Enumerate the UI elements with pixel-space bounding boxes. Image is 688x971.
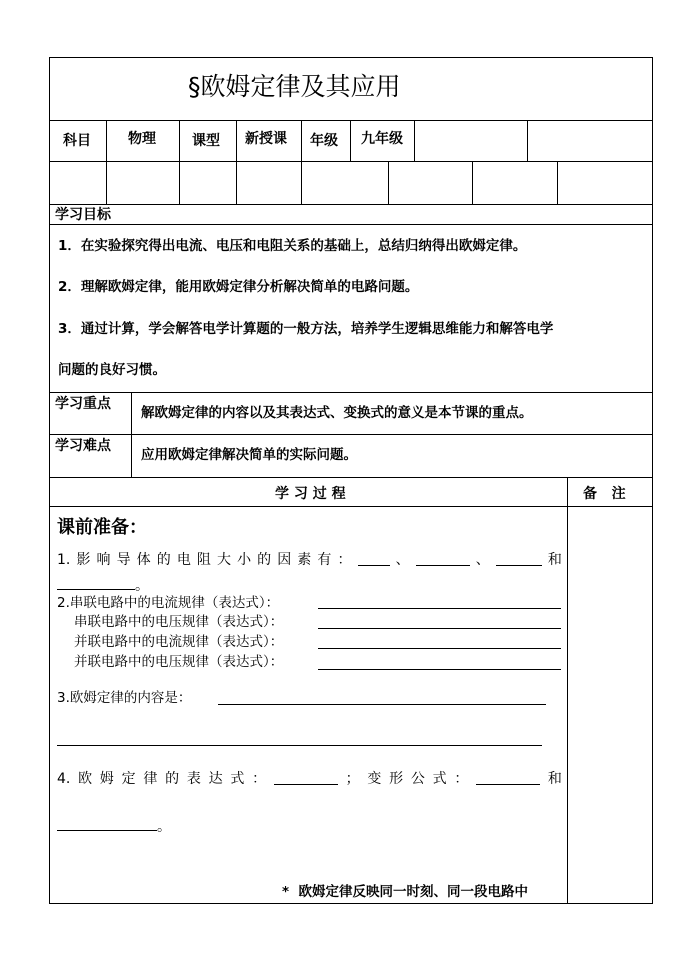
objective-item: 2．理解欧姆定律，能用欧姆定律分析解决简单的电路问题。 xyxy=(58,279,419,295)
answer-blank[interactable] xyxy=(218,704,546,705)
question-2-line xyxy=(74,613,283,631)
q1-char: 响 xyxy=(96,552,111,568)
table-divider xyxy=(301,120,302,161)
q4-char: 4. xyxy=(57,771,71,787)
objective-item: 1．在实验探究得出电流、电压和电阻关系的基础上，总结归纳得出欧姆定律。 xyxy=(58,238,527,254)
q1-char: 有 xyxy=(317,552,332,568)
q4-end: 。 xyxy=(157,819,171,835)
objective-item: 3．通过计算，学会解答电学计算题的一般方法，培养学生逻辑思维能力和解答电学 xyxy=(58,321,554,337)
notes-header: 备 注 xyxy=(583,486,626,502)
table-divider xyxy=(49,204,653,205)
objective-item: 问题的良好习惯。 xyxy=(58,362,166,378)
objectives-heading: 学习目标 xyxy=(55,207,111,223)
q4-char: 变 xyxy=(367,771,382,787)
q1-separator: 、 xyxy=(475,552,490,568)
q1-char: 大 xyxy=(216,552,231,568)
table-divider xyxy=(131,392,132,477)
q2-text: 2.串联电路中的电流规律（表达式）： xyxy=(57,595,280,611)
page-title: §欧姆定律及其应用 xyxy=(188,72,401,101)
q4-char: ： xyxy=(454,771,469,787)
table-divider xyxy=(179,161,180,204)
q1-separator: 、 xyxy=(395,552,410,568)
table-divider xyxy=(388,161,389,204)
q4-char: 律 xyxy=(143,771,158,787)
table-divider xyxy=(179,120,180,161)
q4-char: 式 xyxy=(432,771,447,787)
q1-char: 影 xyxy=(76,552,91,568)
grade-value: 九年级 xyxy=(361,131,403,147)
table-divider xyxy=(49,477,653,478)
table-divider xyxy=(527,120,528,161)
table-border xyxy=(49,57,50,904)
table-divider xyxy=(106,120,107,161)
key-point-text: 解欧姆定律的内容以及其表达式、变换式的意义是本节课的重点。 xyxy=(141,405,533,421)
table-divider xyxy=(49,506,653,507)
lesson-type-label: 课型 xyxy=(192,133,220,149)
question-1-cont xyxy=(57,575,149,595)
q4-separator: ； xyxy=(345,771,360,787)
answer-blank[interactable] xyxy=(57,575,135,590)
answer-blank[interactable] xyxy=(358,551,390,566)
table-divider xyxy=(49,161,653,162)
q2-text: 并联电路中的电压规律（表达式）： xyxy=(74,654,284,670)
table-divider xyxy=(557,161,558,204)
q2-text: 串联电路中的电压规律（表达式）： xyxy=(74,614,284,630)
q1-char: ： xyxy=(337,552,352,568)
question-4 xyxy=(57,770,562,788)
table-divider xyxy=(567,477,568,903)
question-3: 3.欧姆定律的内容是： xyxy=(57,690,192,706)
q4-char: 公 xyxy=(410,771,425,787)
table-divider xyxy=(236,161,237,204)
difficulty-text: 应用欧姆定律解决简单的实际问题。 xyxy=(141,447,357,463)
answer-blank[interactable] xyxy=(318,628,561,629)
table-border xyxy=(49,57,653,58)
answer-blank[interactable] xyxy=(496,551,542,566)
q1-char: 的 xyxy=(257,552,272,568)
answer-blank[interactable] xyxy=(318,648,561,649)
table-divider xyxy=(49,120,653,121)
lesson-type-value: 新授课 xyxy=(245,131,287,147)
answer-blank[interactable] xyxy=(318,669,561,670)
subject-value: 物理 xyxy=(128,131,156,147)
question-1 xyxy=(57,551,562,569)
table-border xyxy=(652,57,653,904)
answer-blank[interactable] xyxy=(57,745,542,746)
question-4-cont xyxy=(57,816,171,836)
table-divider xyxy=(301,161,302,204)
table-divider xyxy=(414,120,415,161)
q4-and: 和 xyxy=(547,771,562,787)
q1-char: 小 xyxy=(237,552,252,568)
q2-text: 并联电路中的电流规律（表达式）： xyxy=(74,634,284,650)
question-2-line xyxy=(74,653,283,671)
q1-char: 导 xyxy=(116,552,131,568)
answer-blank[interactable] xyxy=(416,551,470,566)
table-divider xyxy=(236,120,237,161)
answer-blank[interactable] xyxy=(274,770,338,785)
answer-blank[interactable] xyxy=(476,770,540,785)
table-divider xyxy=(49,434,653,435)
q4-char: 欧 xyxy=(78,771,93,787)
answer-blank[interactable] xyxy=(57,816,157,831)
prep-heading: 课前准备： xyxy=(57,517,147,538)
q1-char: 的 xyxy=(156,552,171,568)
q1-char: 因 xyxy=(277,552,292,568)
table-divider xyxy=(350,120,351,161)
q1-end: 。 xyxy=(135,578,149,594)
grade-label: 年级 xyxy=(310,133,338,149)
table-border xyxy=(49,903,653,904)
q1-char: 素 xyxy=(297,552,312,568)
q4-char: 的 xyxy=(165,771,180,787)
table-divider xyxy=(106,161,107,204)
q4-char: 形 xyxy=(389,771,404,787)
q4-char: 姆 xyxy=(99,771,114,787)
q1-char: 阻 xyxy=(196,552,211,568)
q4-char: 表 xyxy=(186,771,201,787)
difficulty-label: 学习难点 xyxy=(55,438,111,454)
question-2-line xyxy=(74,633,283,651)
q4-char: 式 xyxy=(230,771,245,787)
key-point-label: 学习重点 xyxy=(55,396,111,412)
table-divider xyxy=(472,161,473,204)
q4-char: 定 xyxy=(121,771,136,787)
table-divider xyxy=(49,392,653,393)
q1-and: 和 xyxy=(547,552,562,568)
q1-char: 电 xyxy=(176,552,191,568)
process-header: 学 习 过 程 xyxy=(275,486,346,502)
q1-char: 1. xyxy=(57,552,71,568)
note-text: * 欧姆定律反映同一时刻、同一段电路中 xyxy=(282,884,528,900)
q4-char: 达 xyxy=(208,771,223,787)
q1-char: 体 xyxy=(136,552,151,568)
subject-label: 科目 xyxy=(63,133,91,149)
table-divider xyxy=(49,224,653,225)
answer-blank[interactable] xyxy=(318,608,561,609)
question-2-line xyxy=(57,594,279,612)
q4-char: ： xyxy=(252,771,267,787)
